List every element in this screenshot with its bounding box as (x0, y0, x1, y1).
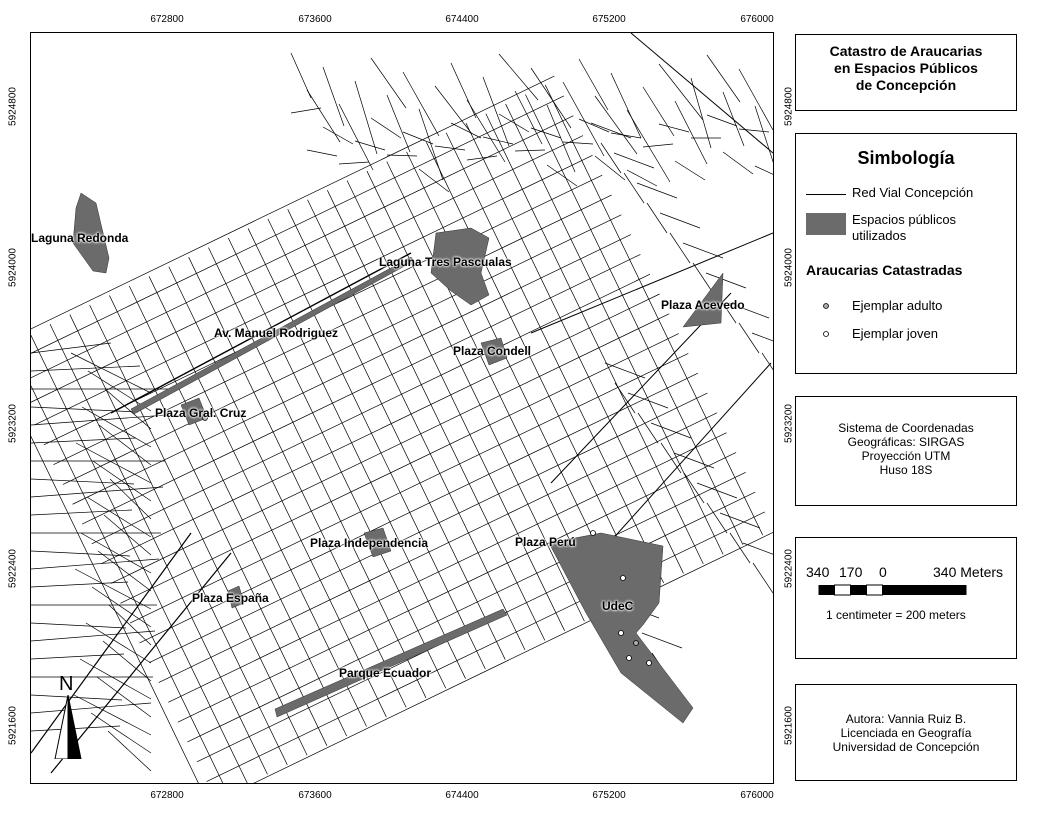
street-line (579, 119, 609, 132)
street-line (76, 443, 151, 483)
street-line (675, 101, 707, 164)
street-line (31, 559, 159, 569)
label-plaza-acevedo: Plaza Acevedo (661, 298, 745, 312)
north-arrow-icon (53, 695, 83, 759)
street-line (108, 731, 151, 771)
street-line (371, 58, 406, 108)
street-line (499, 114, 529, 132)
street-line (435, 86, 472, 134)
street-line (81, 533, 151, 573)
author-line-3: Universidad de Concepción (832, 740, 980, 754)
title-line-1: Catastro de Araucarias (829, 43, 983, 59)
street-line (371, 118, 401, 138)
legend-space-line-1: Espacios públicos (852, 212, 957, 227)
legend-adult-label: Ejemplar adulto (852, 298, 943, 313)
label-parque-ecuador: Parque Ecuador (339, 666, 432, 680)
street-line (638, 413, 658, 443)
street-line (739, 129, 769, 132)
scale-label-meters: 340 Meters (933, 564, 1004, 580)
legend-panel (795, 133, 1017, 374)
street-line (730, 533, 750, 563)
adult-tree-icon (822, 302, 830, 310)
street-line (80, 659, 151, 699)
street-line (683, 243, 723, 258)
street-line (752, 333, 773, 348)
street-line (91, 713, 151, 753)
author-line-2: Licenciada en Geografía (840, 726, 972, 740)
legend-space-line-2: utilizados (852, 228, 907, 243)
street-line (207, 512, 765, 782)
street-line (643, 87, 674, 136)
street-line (591, 123, 631, 138)
street-line (659, 124, 689, 132)
label-plaza-peru: Plaza Perú (515, 535, 576, 549)
author-line-1: Autora: Vannia Ruiz B. (845, 712, 967, 726)
street-line (387, 95, 410, 152)
street-line (355, 141, 385, 150)
x-tick-bottom-4: 675200 (592, 790, 626, 801)
y-tick-left-3: 5923200 (7, 404, 19, 443)
street-line (451, 123, 481, 138)
x-tick-top-3: 674400 (445, 14, 479, 25)
street-line (591, 363, 771, 563)
y-tick-left-4: 5922400 (7, 549, 19, 588)
street-line (706, 273, 746, 288)
street-line (323, 67, 344, 126)
street-line (595, 96, 637, 154)
street-line (739, 69, 773, 130)
street-line (339, 162, 369, 164)
street-line (707, 55, 740, 102)
x-tick-bottom-3: 674400 (445, 790, 479, 801)
young-tree-icon (822, 330, 830, 338)
street-line (435, 146, 465, 150)
street-line (104, 515, 151, 555)
street-line (579, 59, 608, 110)
street-line (614, 153, 654, 168)
street-line (31, 136, 583, 406)
street-line (419, 109, 443, 180)
x-tick-top-1: 672800 (150, 14, 184, 25)
label-plaza-gral-cruz: Plaza Gral. Cruz (155, 406, 247, 420)
label-laguna-tres-pascualas: Laguna Tres Pascualas (379, 255, 512, 269)
street-line (387, 155, 417, 156)
street-line (323, 127, 353, 144)
street-line (31, 343, 111, 353)
street-line (693, 263, 713, 293)
label-laguna-redonda: Laguna Redonda (31, 231, 129, 245)
map-frame (30, 32, 774, 784)
author-panel (795, 684, 1017, 781)
legend-road-label: Red Vial Concepción (852, 185, 974, 200)
young-araucaria-point (619, 631, 624, 636)
street-line (611, 73, 641, 138)
street-line (659, 64, 703, 120)
street-line (31, 582, 128, 587)
young-araucaria-point (647, 661, 652, 666)
street-line (109, 605, 151, 645)
x-tick-bottom-2: 673600 (298, 790, 332, 801)
scale-label-170: 170 (839, 564, 863, 580)
street-line (675, 161, 705, 180)
street-line (101, 294, 659, 564)
street-line (684, 473, 704, 503)
y-tick-right-4: 5922400 (783, 549, 795, 588)
street-line (63, 215, 621, 485)
scale-bar (818, 584, 968, 598)
street-line (720, 513, 760, 528)
y-tick-right-2: 5924000 (783, 248, 795, 287)
coordinate-panel (795, 396, 1017, 506)
label-plaza-independencia: Plaza Independencia (310, 536, 429, 550)
street-line (515, 150, 545, 151)
street-line (31, 623, 126, 628)
street-line (755, 166, 773, 180)
street-line (647, 203, 667, 233)
street-line (82, 407, 151, 447)
y-tick-left-1: 5924800 (7, 87, 19, 126)
street-line (631, 33, 773, 153)
street-line (451, 63, 476, 118)
street-line (31, 703, 151, 713)
coords-line-3: Proyección UTM (861, 449, 951, 463)
street-line (31, 76, 554, 346)
north-label: N (59, 673, 74, 695)
coords-line-2: Geográficas: SIRGAS (847, 435, 965, 449)
x-tick-top-5: 676000 (740, 14, 774, 25)
map-title (796, 35, 1016, 94)
title-line-3: de Concepción (855, 77, 957, 93)
title-panel (795, 34, 1017, 111)
young-araucaria-point (627, 656, 632, 661)
x-tick-bottom-1: 672800 (150, 790, 184, 801)
street-line (642, 633, 682, 648)
street-line (110, 479, 151, 519)
legend-space-label (852, 212, 956, 244)
road-line-symbol (806, 194, 846, 195)
street-line (637, 183, 677, 198)
young-araucaria-point (621, 576, 626, 581)
street-line (762, 353, 773, 383)
street-line (723, 152, 753, 174)
label-av-manuel-rodriguez: Av. Manuel Rodriguez (214, 326, 339, 340)
street-line (660, 213, 700, 228)
street-line (103, 641, 151, 681)
street-line (31, 438, 136, 443)
y-tick-right-1: 5924800 (783, 87, 795, 126)
street-line (34, 155, 592, 425)
street-line (71, 353, 151, 393)
street-line (73, 235, 631, 505)
label-plaza-espana: Plaza España (192, 591, 269, 605)
street-line (739, 323, 759, 353)
street-line (611, 133, 641, 138)
street-line (31, 631, 155, 641)
street-line (483, 77, 509, 146)
y-tick-left-2: 5924000 (7, 248, 19, 287)
y-tick-right-3: 5923200 (783, 404, 795, 443)
x-tick-top-2: 673600 (298, 14, 332, 25)
street-line (86, 623, 151, 663)
title-line-2: en Espacios Públicos (834, 60, 978, 76)
street-line (31, 551, 130, 556)
street-line (355, 81, 377, 154)
street-line (628, 393, 668, 408)
street-line (403, 72, 439, 136)
scale-panel (795, 537, 1017, 659)
x-tick-bottom-5: 676000 (740, 790, 774, 801)
adult-araucaria-point (634, 641, 639, 646)
street-line (563, 82, 604, 156)
street-line (691, 78, 711, 148)
scale-ratio: 1 centimeter = 200 meters (826, 608, 966, 622)
street-line (670, 233, 690, 263)
public-spaces (73, 193, 723, 723)
street-line (753, 563, 773, 593)
young-araucaria-point (591, 531, 596, 536)
y-tick-left-5: 5921600 (7, 706, 19, 745)
street-line (31, 479, 134, 484)
x-tick-top-4: 675200 (592, 14, 626, 25)
street-line (627, 170, 657, 186)
street-line (605, 363, 645, 378)
legend-trees-heading: Araucarias Catastradas (806, 262, 963, 278)
street-line (627, 110, 670, 182)
street-line (661, 443, 681, 473)
label-udec: UdeC (602, 599, 634, 613)
coords-line-1: Sistema de Coordenadas (838, 421, 974, 435)
coords-line-4: Huso 18S (879, 463, 933, 477)
street-line (743, 543, 773, 558)
street-line (99, 425, 151, 465)
street-line (74, 695, 151, 735)
y-tick-right-5: 5921600 (783, 706, 795, 745)
scale-label-340: 340 (806, 564, 830, 580)
legend-heading: Simbología (857, 148, 955, 168)
label-plaza-condell: Plaza Condell (453, 344, 532, 358)
street-line (291, 108, 321, 113)
street-line (31, 654, 124, 659)
legend-young-label: Ejemplar joven (852, 326, 938, 341)
street-line (697, 483, 737, 498)
public-space-symbol (806, 213, 846, 235)
street-line (339, 104, 373, 170)
street-line (307, 150, 337, 156)
scale-label-0: 0 (879, 564, 887, 580)
udec-area (549, 533, 693, 723)
